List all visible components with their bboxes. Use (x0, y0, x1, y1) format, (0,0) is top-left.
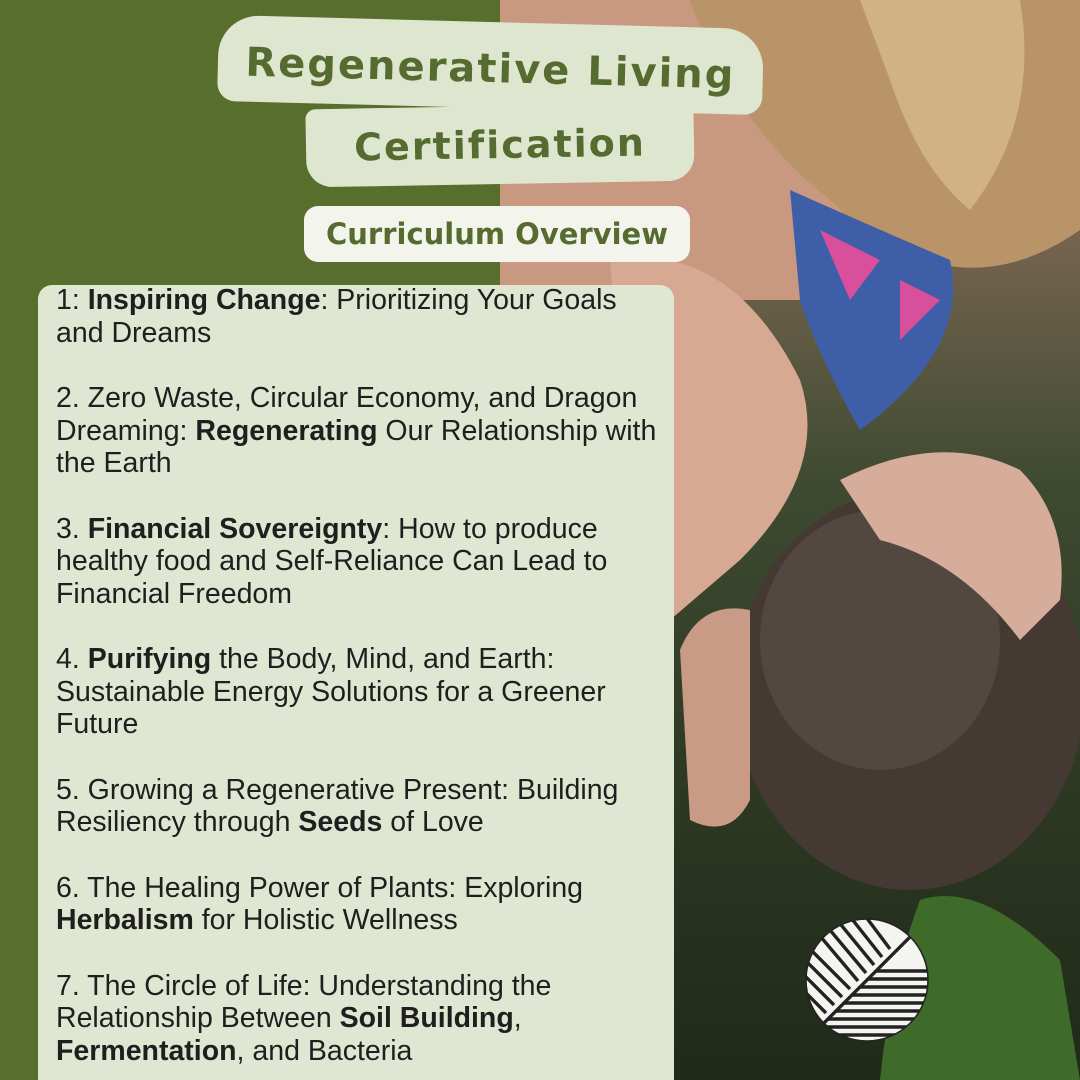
item-keyword: Inspiring Change (87, 284, 321, 316)
curriculum-item (56, 284, 666, 349)
item-text: Our Relationship with the Earth (56, 414, 657, 479)
curriculum-list (56, 284, 666, 1080)
striped-leaf-icon (804, 917, 930, 1043)
item-keyword: Soil Building (339, 1002, 514, 1034)
curriculum-item (56, 382, 666, 480)
item-text: , and Bacteria (236, 1034, 413, 1067)
item-text: of Love (382, 806, 484, 838)
item-keyword: Purifying (87, 643, 212, 675)
title-banner-line2: Certification (305, 103, 694, 188)
item-text: 2. Zero Waste, Circular Economy, and Dragon Dreaming: (56, 382, 638, 447)
curriculum-item (56, 970, 666, 1068)
item-text: 5. Growing a Regenerative Present: Building Resiliency through (56, 773, 619, 838)
item-keyword: Fermentation (56, 1034, 237, 1067)
item-text: 4. (56, 643, 88, 675)
item-keyword: Herbalism (56, 904, 194, 936)
item-text: 6. The Healing Power of Plants: Exploring (56, 871, 584, 904)
item-text: , (513, 1002, 522, 1034)
curriculum-item (56, 643, 666, 741)
item-text: for Holistic Wellness (193, 904, 458, 936)
item-keyword: Seeds (298, 806, 383, 838)
item-keyword: Financial Sovereignty (87, 512, 383, 545)
title-banner-line1: Regenerative Living (217, 15, 764, 115)
curriculum-item (56, 774, 666, 839)
item-text: the Body, Mind, and Earth: Sustainable Energy Solutions for a Greener Future (56, 643, 606, 740)
item-text: 1: (56, 284, 88, 316)
item-text: 7. The Circle of Life: Understanding the Relationship Between (56, 969, 552, 1034)
left-hand (680, 608, 750, 826)
item-text: 3. (56, 512, 88, 545)
item-keyword: Regenerating (195, 414, 378, 447)
curriculum-item (56, 872, 666, 937)
curriculum-item (56, 513, 666, 611)
subtitle-pill: Curriculum Overview (304, 206, 690, 262)
item-text: : Prioritizing Your Goals and Dreams (56, 284, 617, 349)
item-text: : How to produce healthy food and Self-Reliance Can Lead to Financial Freedom (56, 512, 608, 610)
